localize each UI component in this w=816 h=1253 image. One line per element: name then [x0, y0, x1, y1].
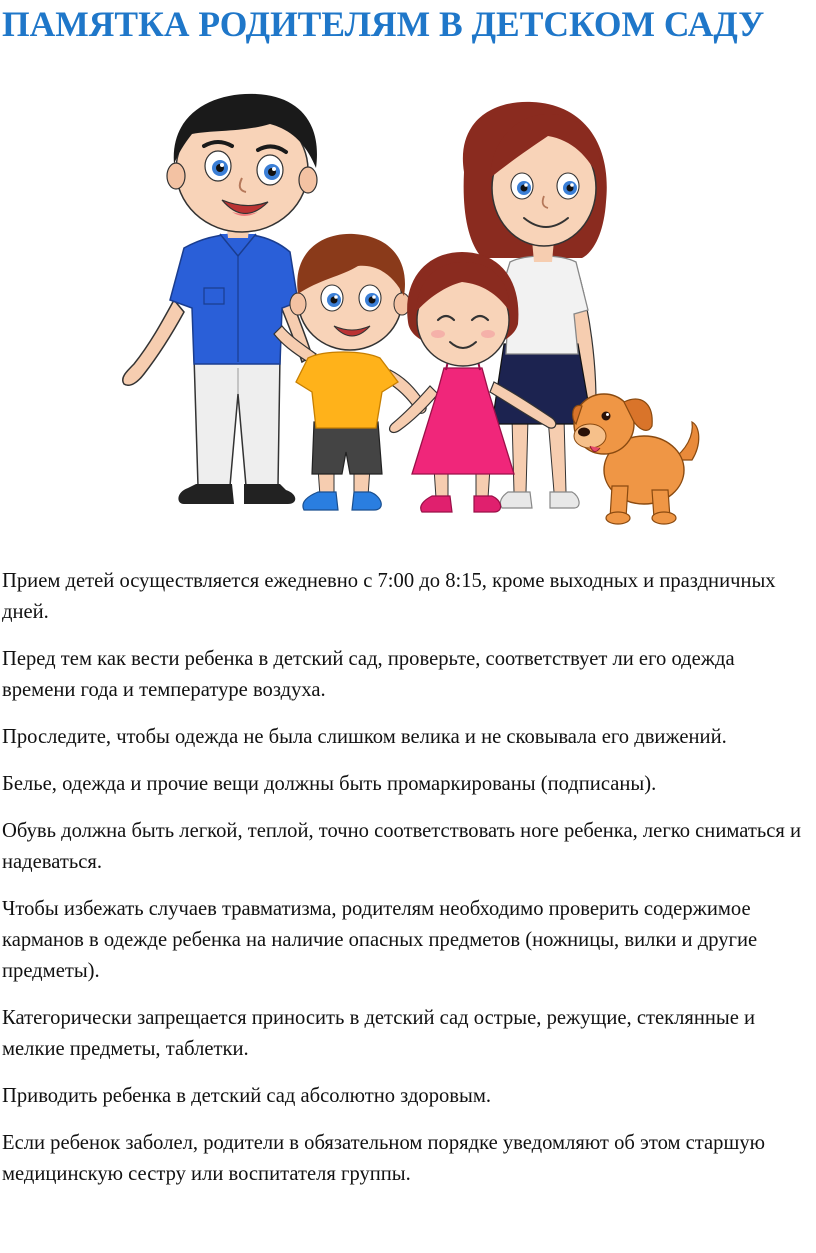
paragraph-2: Перед тем как вести ребенка в детский сад, проверьте, соответствует ли его одежда времени года и температуре воздуха. — [2, 648, 735, 701]
dog-figure — [573, 394, 699, 524]
page-title: ПАМЯТКА РОДИТЕЛЯМ В ДЕТСКОМ САДУ — [2, 4, 765, 44]
paragraph-8: Приводить ребенка в детский сад абсолютно здоровым. — [2, 1085, 492, 1107]
family-illustration — [112, 72, 704, 532]
boy-figure — [274, 234, 426, 510]
paragraph-7: Категорически запрещается приносить в детский сад острые, режущие, стеклянные и мелкие предметы, таблетки. — [2, 1007, 756, 1060]
paragraph-4: Белье, одежда и прочие вещи должны быть промаркированы (подписаны). — [2, 773, 657, 795]
body-text — [2, 566, 812, 1206]
paragraph-3: Проследите, чтобы одежда не была слишком велика и не сковывала его движений. — [2, 726, 727, 748]
paragraph-6: Чтобы избежать случаев травматизма, родителям необходимо проверить содержимое карманов в одежде ребенка на наличие опасных предметов (ножницы, вилки и другие предметы). — [2, 898, 758, 982]
paragraph-5: Обувь должна быть легкой, теплой, точно соответствовать ноге ребенка, легко сниматься и надеваться. — [2, 820, 802, 873]
dad-figure — [123, 94, 317, 504]
paragraph-9: Если ребенок заболел, родители в обязательном порядке уведомляют об этом старшую медицинскую сестру или воспитателя группы. — [2, 1132, 766, 1185]
paragraph-1: Прием детей осуществляется ежедневно с 7:00 до 8:15, кроме выходных и праздничных дней. — [2, 570, 776, 623]
